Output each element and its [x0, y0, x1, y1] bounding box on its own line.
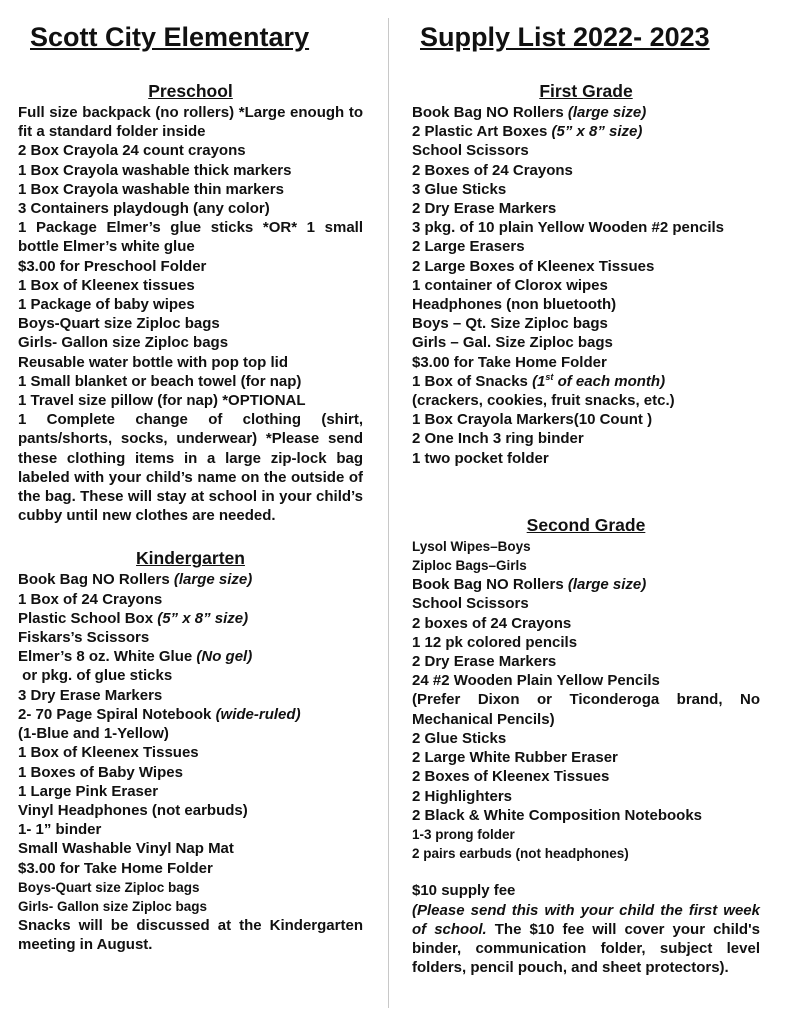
list-item: 2 One Inch 3 ring binder: [412, 430, 584, 448]
list-item: Plastic School Box (5” x 8” size): [18, 609, 249, 627]
list-item: Vinyl Headphones (not earbuds): [18, 801, 248, 819]
list-item: 1 Complete change of clothing (shirt, pants/shorts, socks, underwear) *Please send these clothing items in a large zip-lock bag labeled with your child’s name on the outside of the bag. These will stay at school in your child’s cubby until new clothes are needed.: [18, 411, 363, 525]
list-item: Girls- Gallon size Ziploc bags: [18, 898, 208, 914]
list-item: Small Washable Vinyl Nap Mat: [18, 840, 234, 858]
first-grade-heading: First Grade: [539, 81, 633, 101]
list-item: $3.00 for Take Home Folder: [412, 353, 607, 371]
supply-fee-title: $10 supply fee: [412, 882, 516, 900]
list-item: 2 Plastic Art Boxes (5” x 8” size): [412, 123, 643, 141]
list-item: 2 Black & White Composition Notebooks: [412, 806, 703, 824]
list-item: 1 Package Elmer’s glue sticks *OR* 1 small bottle Elmer’s white glue: [18, 219, 363, 256]
list-item: 2 Highlighters: [412, 787, 513, 805]
list-item: 1-3 prong folder: [412, 826, 515, 842]
column-divider: [388, 18, 389, 1008]
list-item: Book Bag NO Rollers (large size): [412, 576, 647, 594]
list-item: 24 #2 Wooden Plain Yellow Pencils: [412, 672, 660, 690]
list-item: 2 Large Erasers: [412, 238, 525, 256]
list-item: 2 Large White Rubber Eraser: [412, 749, 618, 767]
list-item: Boys – Qt. Size Ziploc bags: [412, 315, 608, 333]
list-item: Book Bag NO Rollers (large size): [412, 104, 647, 121]
kindergarten-list: [18, 570, 363, 954]
list-item: Boys-Quart size Ziploc bags: [18, 879, 200, 895]
list-item: 1 two pocket folder: [412, 449, 549, 467]
second-grade-list: [412, 537, 760, 863]
list-item: 1 container of Clorox wipes: [412, 276, 608, 294]
list-item: 2- 70 Page Spiral Notebook (wide-ruled): [18, 705, 301, 723]
list-item: 1 Box Crayola washable thin markers: [18, 180, 284, 198]
list-item: 3 pkg. of 10 plain Yellow Wooden #2 pencils: [412, 219, 725, 237]
list-item: 1 Large Pink Eraser: [18, 782, 159, 800]
list-item: 1 Box of 24 Crayons: [18, 590, 163, 608]
list-item: 1 Travel size pillow (for nap) *OPTIONAL: [18, 392, 306, 410]
list-item: 1- 1” binder: [18, 821, 102, 839]
list-item: 2 Box Crayola 24 count crayons: [18, 142, 246, 160]
list-item: (crackers, cookies, fruit snacks, etc.): [412, 392, 675, 410]
list-item: Full size backpack (no rollers) *Large enough to fit a standard folder inside: [18, 104, 363, 141]
snacks-note: Snacks will be discussed at the Kindergarten meeting in August.: [18, 917, 363, 954]
list-item: 2 Boxes of Kleenex Tissues: [412, 768, 610, 786]
list-item: 2 Large Boxes of Kleenex Tissues: [412, 257, 655, 275]
list-item: Lysol Wipes–Boys: [412, 538, 531, 554]
list-item: $3.00 for Preschool Folder: [18, 257, 207, 275]
list-item: 2 Dry Erase Markers: [412, 200, 557, 218]
preschool-list: [18, 103, 363, 525]
kindergarten-heading: Kindergarten: [136, 548, 245, 569]
list-item: 1 Package of baby wipes: [18, 296, 195, 314]
left-column: [18, 80, 363, 955]
list-item: (Prefer Dixon or Ticonderoga brand, No Mechanical Pencils): [412, 691, 760, 728]
list-item: School Scissors: [412, 595, 529, 613]
second-grade-heading: Second Grade: [526, 514, 646, 535]
list-item: Girls- Gallon size Ziploc bags: [18, 334, 229, 352]
list-item: 3 Containers playdough (any color): [18, 200, 270, 218]
supply-list-title: Supply List 2022- 2023: [420, 22, 710, 52]
list-item: 1 Box Crayola washable thick markers: [18, 161, 292, 179]
right-column: [412, 80, 760, 977]
list-item: Ziploc Bags–Girls: [412, 558, 527, 574]
list-item: 1 Box Crayola Markers(10 Count ): [412, 411, 653, 429]
list-item: 2 boxes of 24 Crayons: [412, 614, 572, 632]
list-item: (1-Blue and 1-Yellow): [18, 725, 169, 743]
list-item: Book Bag NO Rollers (large size): [18, 571, 253, 589]
list-item: Headphones (non bluetooth): [412, 296, 617, 314]
list-item: 1 12 pk colored pencils: [412, 633, 578, 651]
first-grade-list: [412, 103, 760, 468]
list-item: Reusable water bottle with pop top lid: [18, 353, 289, 371]
list-item: Girls – Gal. Size Ziploc bags: [412, 334, 613, 352]
list-item: 2 Dry Erase Markers: [412, 653, 557, 671]
list-item: Boys-Quart size Ziploc bags: [18, 315, 220, 333]
list-item: 2 Boxes of 24 Crayons: [412, 161, 573, 179]
list-item: 1 Box of Snacks (1st of each month): [412, 371, 666, 390]
school-name-title: Scott City Elementary: [30, 22, 310, 52]
list-item: 3 Dry Erase Markers: [18, 686, 163, 704]
list-item: 2 pairs earbuds (not headphones): [412, 846, 629, 862]
list-item: 1 Box of Kleenex Tissues: [18, 744, 199, 762]
list-item: 1 Boxes of Baby Wipes: [18, 763, 183, 781]
list-item: 2 Glue Sticks: [412, 729, 507, 747]
preschool-heading: Preschool: [148, 81, 233, 101]
list-item: or pkg. of glue sticks: [18, 667, 173, 685]
list-item: Elmer’s 8 oz. White Glue (No gel): [18, 648, 253, 666]
list-item: Fiskars’s Scissors: [18, 629, 150, 647]
list-item: $3.00 for Take Home Folder: [18, 859, 213, 877]
list-item: 1 Box of Kleenex tissues: [18, 276, 195, 294]
list-item: 3 Glue Sticks: [412, 180, 507, 198]
list-item: 1 Small blanket or beach towel (for nap): [18, 372, 302, 390]
list-item: School Scissors: [412, 142, 529, 160]
supply-fee-note: (Please send this with your child the first week of school. The $10 fee will cover your child's binder, communication folder, subject level folders, pencil pouch, and sheet protectors).: [412, 901, 760, 977]
